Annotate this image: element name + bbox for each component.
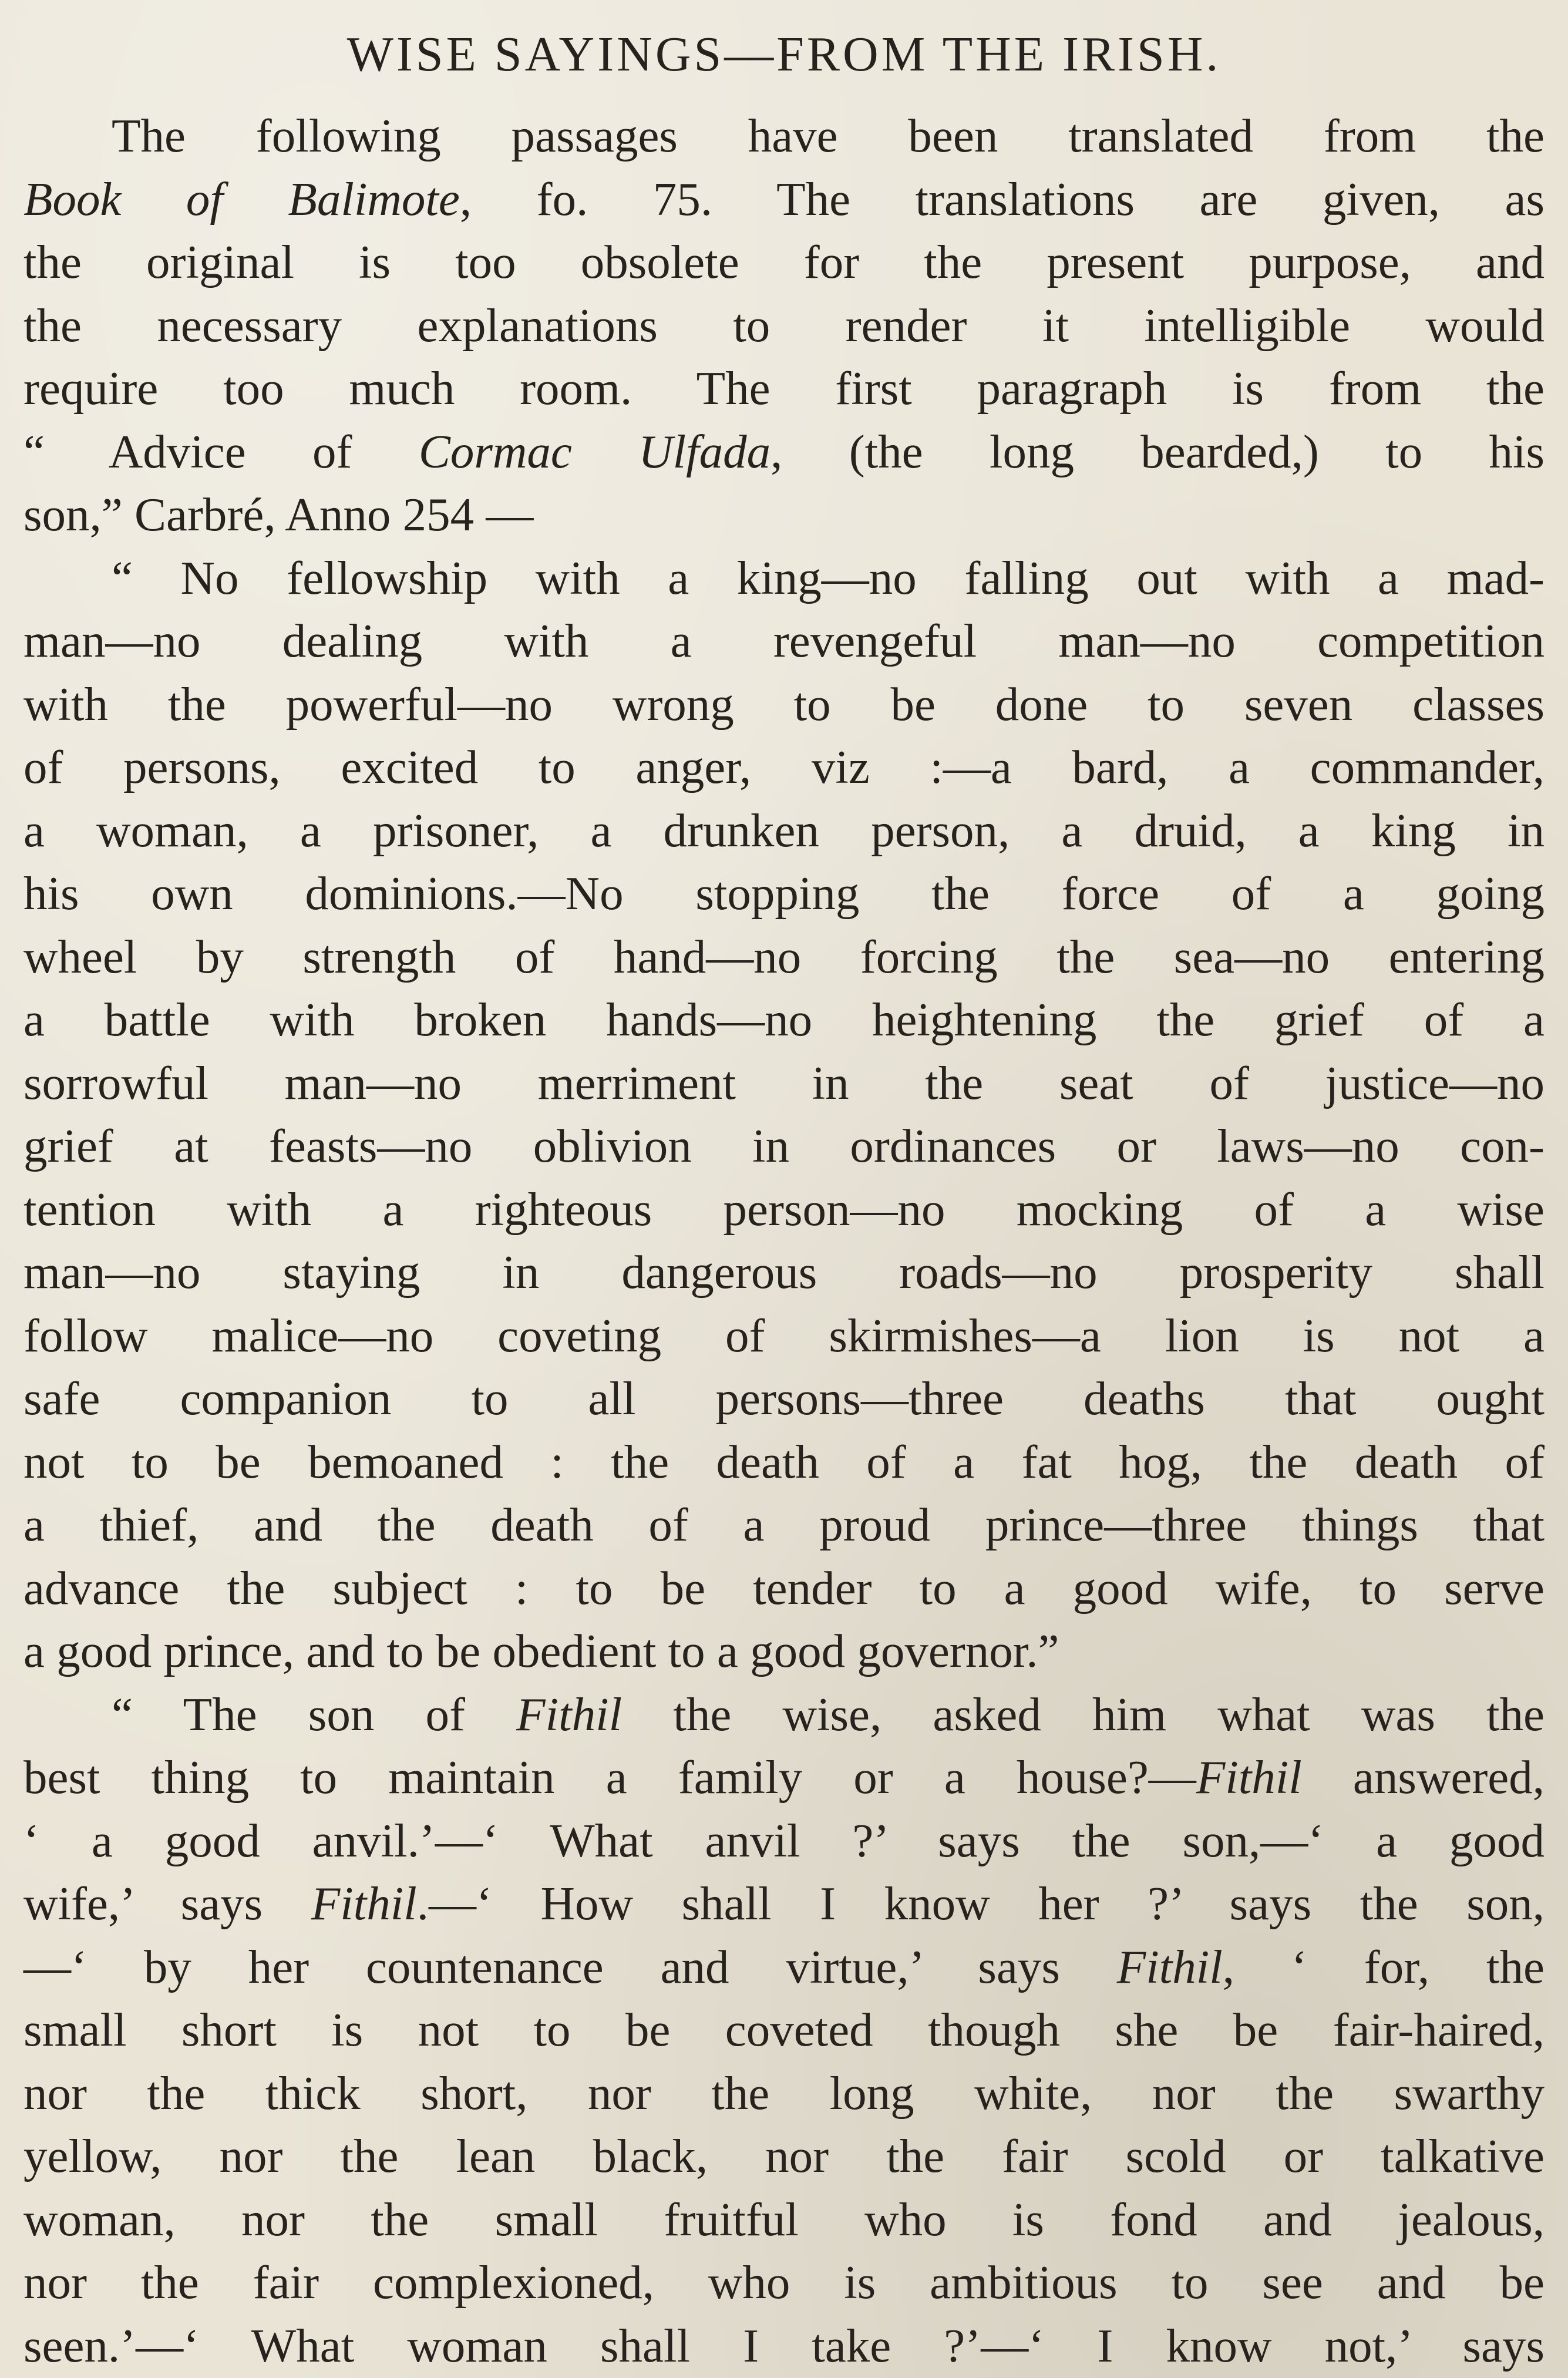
- text-line: safe companion to all persons—three deaths that ought: [23, 1372, 1545, 1425]
- text-line: wife,’ says Fithil.—‘ How shall I know her ?’ says the son,: [23, 1877, 1545, 1930]
- text-line: his own dominions.—No stopping the force of a going: [23, 867, 1545, 920]
- text-line: a woman, a prisoner, a drunken person, a druid, a king in: [23, 803, 1545, 857]
- paragraph-intro: [23, 105, 1545, 547]
- text-line: not to be bemoaned : the death of a fat hog, the death of: [23, 1435, 1545, 1488]
- paragraph-fithil: [23, 1683, 1545, 2378]
- text-line: man—no staying in dangerous roads—no prosperity shall: [23, 1246, 1545, 1299]
- text-line: The following passages have been translated from the: [112, 109, 1545, 162]
- text-line: “ The son of Fithil the wise, asked him what was the: [112, 1687, 1545, 1741]
- paragraph-cormac-advice: [23, 547, 1545, 1683]
- text-line: —‘ by her countenance and virtue,’ says Fithil, ‘ for, the: [23, 1940, 1545, 1993]
- text-line: a good prince, and to be obedient to a good governor.”: [23, 1624, 1059, 1677]
- text-line: yellow, nor the lean black, nor the fair scold or talkative: [23, 2130, 1545, 2182]
- text-line: the original is too obsolete for the present purpose, and: [23, 236, 1545, 288]
- text-line: nor the fair complexioned, who is ambitious to see and be: [23, 2256, 1545, 2309]
- text-line: son,” Carbré, Anno 254 —: [23, 488, 534, 541]
- text-line: Book of Balimote, fo. 75. The translations are given, as: [23, 172, 1545, 226]
- text-line: best thing to maintain a family or a house?—Fithil answered,: [23, 1751, 1545, 1804]
- text-line: wheel by strength of hand—no forcing the sea—no entering: [23, 930, 1545, 983]
- text-line: ‘ a good anvil.’—‘ What anvil ?’ says the son,—‘ a good: [23, 1814, 1545, 1867]
- article-title: WISE SAYINGS—FROM THE IRISH.: [346, 27, 1222, 82]
- text-line: “ Advice of Cormac Ulfada, (the long bearded,) to his: [23, 425, 1545, 478]
- text-line: tention with a righteous person—no mocking of a wise: [23, 1182, 1545, 1236]
- text-line: “ No fellowship with a king—no falling out with a mad-: [112, 551, 1545, 604]
- text-line: the necessary explanations to render it intelligible would: [23, 298, 1545, 352]
- text-line: man—no dealing with a revengeful man—no competition: [23, 614, 1545, 667]
- text-line: follow malice—no coveting of skirmishes—a lion is not a: [23, 1309, 1545, 1362]
- text-line: woman, nor the small fruitful who is fond and jealous,: [23, 2192, 1545, 2246]
- text-line: sorrowful man—no merriment in the seat of justice—no: [23, 1056, 1545, 1109]
- text-line: with the powerful—no wrong to be done to seven classes: [23, 677, 1545, 731]
- text-line: a battle with broken hands—no heightening the grief of a: [23, 993, 1545, 1046]
- text-line: seen.’—‘ What woman shall I take ?’—‘ I know not,’ says: [23, 2319, 1545, 2372]
- text-line: a thief, and the death of a proud prince—three things that: [23, 1498, 1545, 1551]
- text-line: nor the thick short, nor the long white, nor the swarthy: [23, 2066, 1545, 2120]
- text-line: require too much room. The first paragraph is from the: [23, 362, 1545, 415]
- text-line: small short is not to be coveted though she be fair-haired,: [23, 2003, 1545, 2056]
- text-line: advance the subject : to be tender to a good wife, to serve: [23, 1561, 1545, 1615]
- text-line: grief at feasts—no oblivion in ordinances or laws—no con-: [23, 1119, 1545, 1172]
- text-line: of persons, excited to anger, viz :—a bard, a commander,: [23, 741, 1545, 793]
